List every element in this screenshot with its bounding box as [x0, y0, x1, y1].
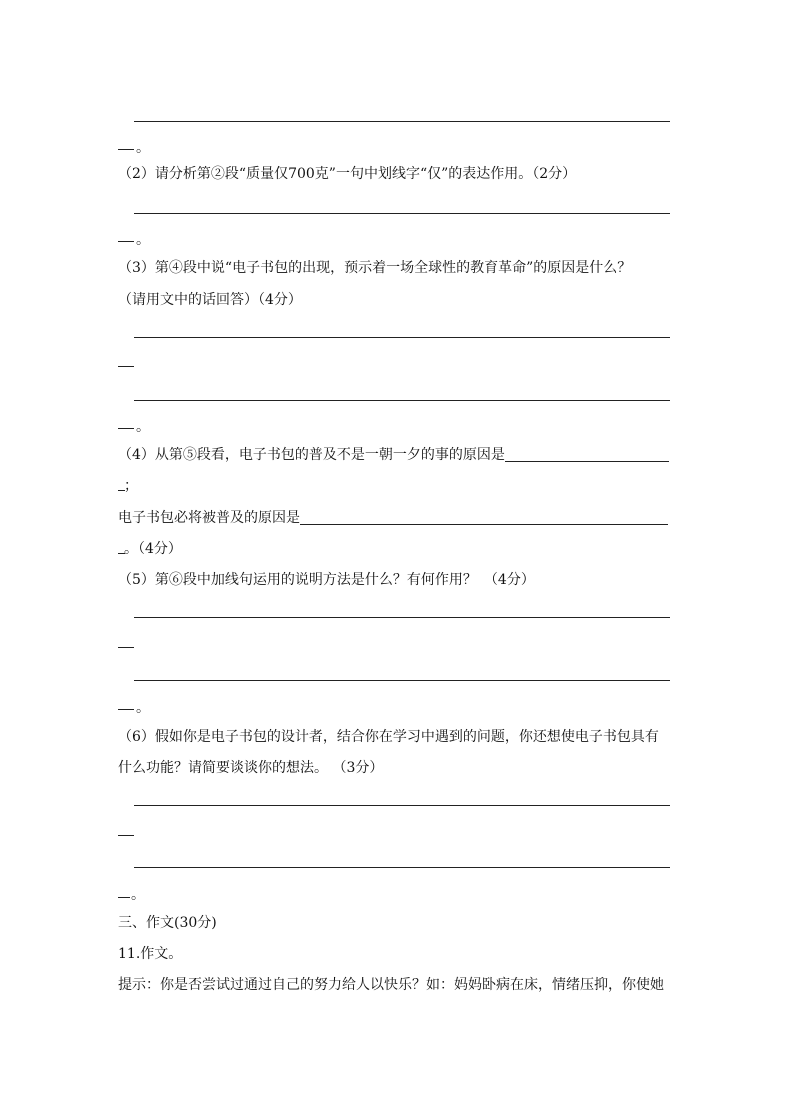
answer-line-tail — [118, 897, 130, 898]
composition-hint: 提示：你是否尝试过通过自己的努力给人以快乐？如：妈妈卧病在床，情绪压抑，你使她 — [118, 977, 664, 993]
question-3-line-2: （请用文中的话回答）（4分） — [118, 292, 302, 308]
period: 。 — [136, 232, 150, 248]
answer-line — [134, 337, 670, 338]
answer-line-tail — [118, 241, 134, 242]
period: 。 — [136, 419, 150, 435]
question-4-text-2: 电子书包必将被普及的原因是 — [118, 510, 300, 526]
answer-line — [134, 213, 670, 214]
answer-line-tail — [118, 149, 134, 150]
section-title: 三、作文(30分) — [118, 915, 217, 931]
question-4-points: 。（4分） — [124, 541, 182, 557]
fill-in-blank[interactable] — [505, 447, 669, 462]
answer-line-tail — [118, 647, 134, 648]
question-11: 11.作文。 — [118, 946, 183, 962]
answer-line — [134, 400, 670, 401]
answer-line — [134, 805, 670, 806]
answer-line — [134, 680, 670, 681]
answer-line-tail — [118, 428, 134, 429]
question-2: （2）请分析第②段“质量仅700克”一句中划线字“仅”的表达作用。（2分） — [118, 166, 577, 182]
question-4-text: （4）从第⑤段看，电子书包的普及不是一朝一夕的事的原因是 — [118, 447, 505, 463]
semicolon: ； — [124, 478, 138, 494]
answer-line — [134, 121, 670, 122]
question-6-line-2: 什么功能？请简要谈谈你的想法。 （3分） — [118, 760, 384, 776]
question-4-line-1 — [118, 447, 669, 463]
answer-line-tail — [118, 366, 134, 367]
question-5: （5）第⑥段中加线句运用的说明方法是什么？有何作用？ （4分） — [118, 572, 535, 588]
answer-line-tail — [118, 835, 134, 836]
answer-line-tail — [118, 709, 134, 710]
period: 。 — [136, 700, 150, 716]
answer-line — [134, 617, 670, 618]
question-3-line-1: （3）第④段中说“电子书包的出现，预示着一场全球性的教育革命”的原因是什么？ — [118, 260, 632, 276]
period: 。 — [136, 140, 150, 156]
question-6-line-1: （6）假如你是电子书包的设计者，结合你在学习中遇到的问题，你还想使电子书包具有 — [118, 729, 659, 745]
question-4-line-3 — [118, 510, 668, 526]
fill-in-blank[interactable] — [300, 510, 668, 525]
answer-line — [134, 867, 670, 868]
period: 。 — [131, 887, 145, 903]
